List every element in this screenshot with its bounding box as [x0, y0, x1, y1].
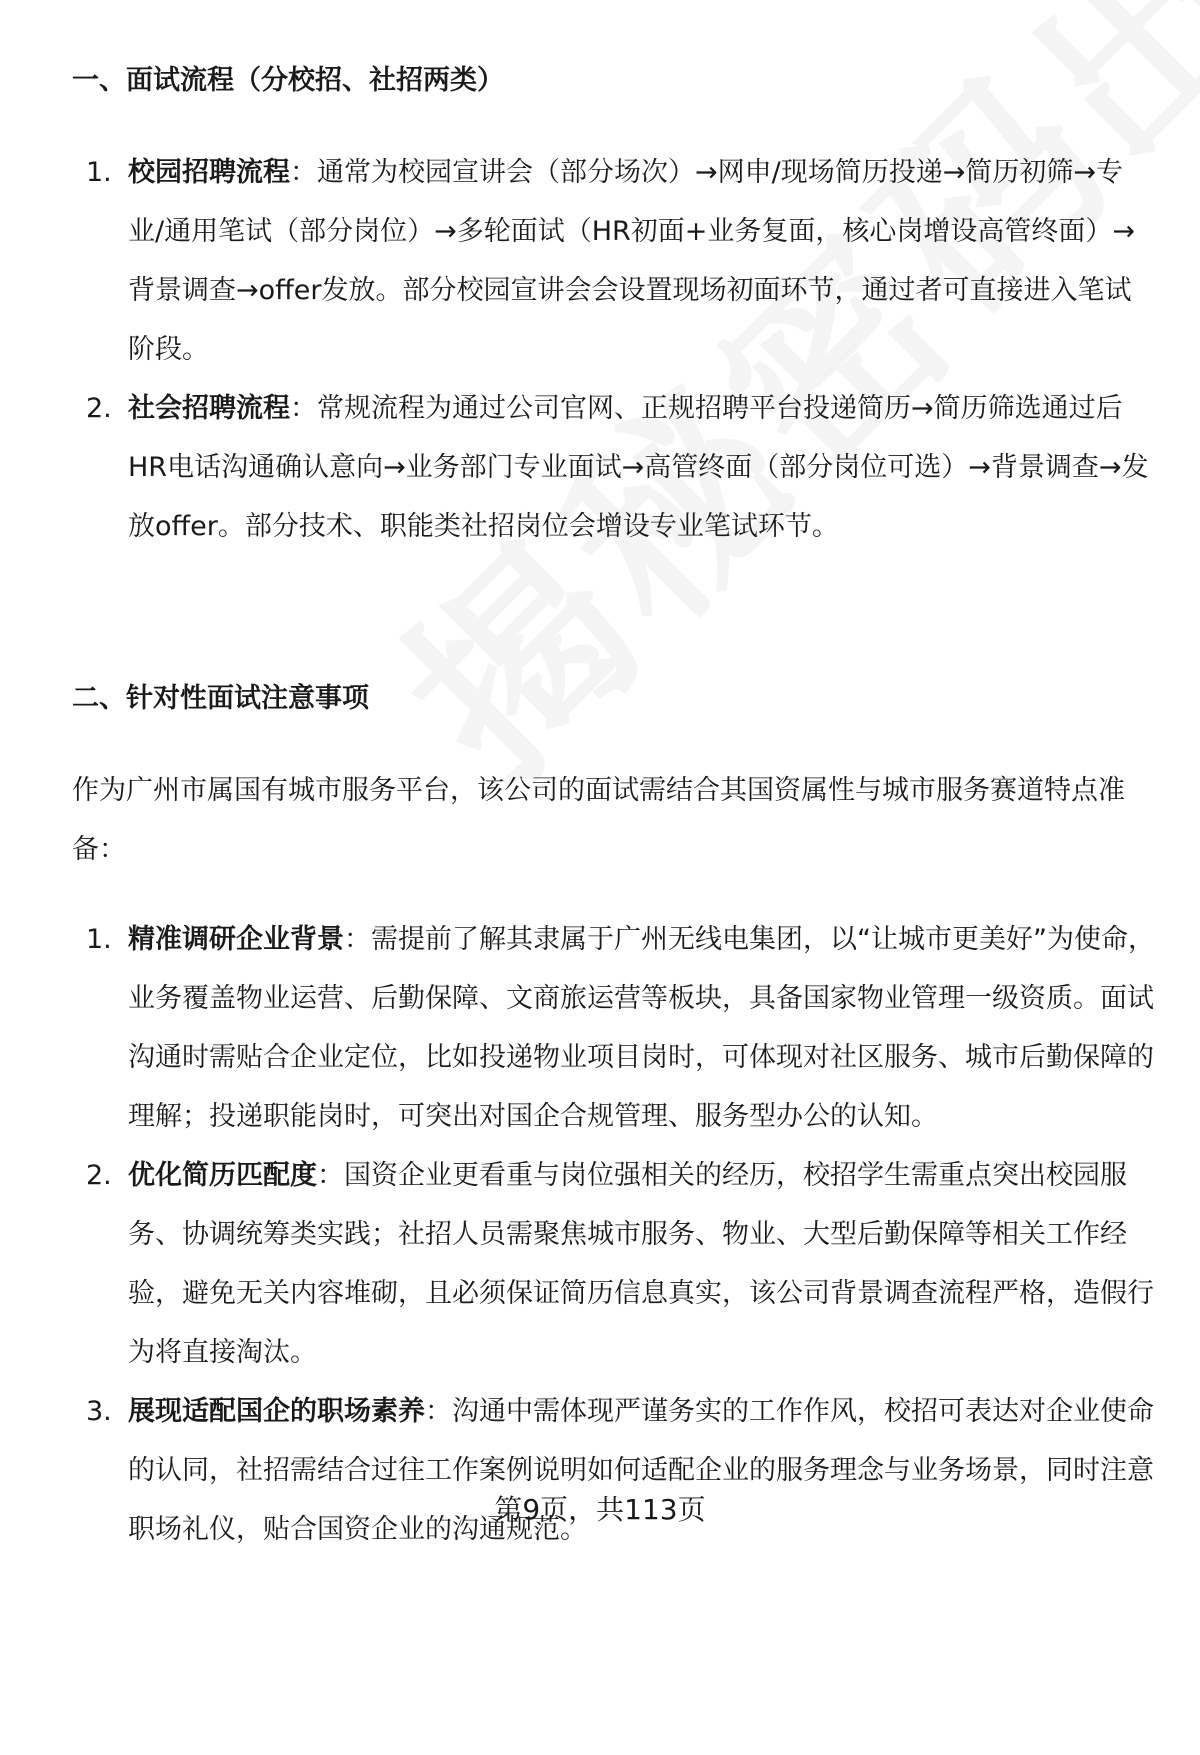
item-title: 校园招聘流程: [128, 157, 290, 188]
section1-list: [72, 143, 1156, 556]
section2-heading: 二、针对性面试注意事项: [72, 683, 369, 714]
item-text: ：沟通中需体现严谨务实的工作作风，校招可表达对企业使命的认同，社招需结合过往工作案例说明如何适配企业的服务理念与业务场景，同时注意职场礼仪，贴合国资企业的沟通规范。: [128, 1396, 1154, 1545]
section2-intro: 作为广州市属国有城市服务平台，该公司的面试需结合其国资属性与城市服务赛道特点准备：: [72, 775, 1125, 865]
item-title: 精准调研企业背景: [128, 924, 344, 955]
section1-heading: 一、面试流程（分校招、社招两类）: [72, 65, 504, 96]
section2-list: [72, 910, 1156, 1559]
list-item: [72, 379, 1156, 556]
list-item: [72, 143, 1156, 379]
item-title: 社会招聘流程: [128, 393, 290, 424]
list-number: 2.: [86, 393, 112, 424]
item-text: ：常规流程为通过公司官网、正规招聘平台投递简历→简历筛选通过后HR电话沟通确认意向→业务部门专业面试→高管终面（部分岗位可选）→背景调查→发放offer。部分技术、职能类社招岗位会增设专业笔试环节。: [128, 393, 1149, 542]
list-number: 1.: [86, 157, 112, 188]
item-text: ：需提前了解其隶属于广州无线电集团，以“让城市更美好”为使命，业务覆盖物业运营、后勤保障、文商旅运营等板块，具备国家物业管理一级资质。面试沟通时需贴合企业定位，比如投递物业项目岗时，可体现对社区服务、城市后勤保障的理解；投递职能岗时，可突出对国企合规管理、服务型办公的认知。: [128, 924, 1155, 1132]
list-item: [72, 1146, 1156, 1382]
page-footer: 第9页，共113页: [494, 1493, 706, 1526]
list-item: [72, 910, 1156, 1146]
item-title: 展现适配国企的职场素养: [128, 1396, 425, 1427]
item-text: ：国资企业更看重与岗位强相关的经历，校招学生需重点突出校园服务、协调统筹类实践；社招人员需聚焦城市服务、物业、大型后勤保障等相关工作经验，避免无关内容堆砌，且必须保证简历信息真实，该公司背景调查流程严格，造假行为将直接淘汰。: [128, 1160, 1154, 1368]
list-number: 1.: [86, 924, 112, 955]
list-number: 3.: [86, 1396, 112, 1427]
item-text: ：通常为校园宣讲会（部分场次）→网申/现场简历投递→简历初筛→专业/通用笔试（部分岗位）→多轮面试（HR初面+业务复面，核心岗增设高管终面）→背景调查→offer发放。部分校园宣讲会会设置现场初面环节，通过者可直接进入笔试阶段。: [128, 157, 1136, 365]
list-item: [72, 1382, 1156, 1559]
list-number: 2.: [86, 1160, 112, 1191]
item-title: 优化简历匹配度: [128, 1160, 317, 1191]
